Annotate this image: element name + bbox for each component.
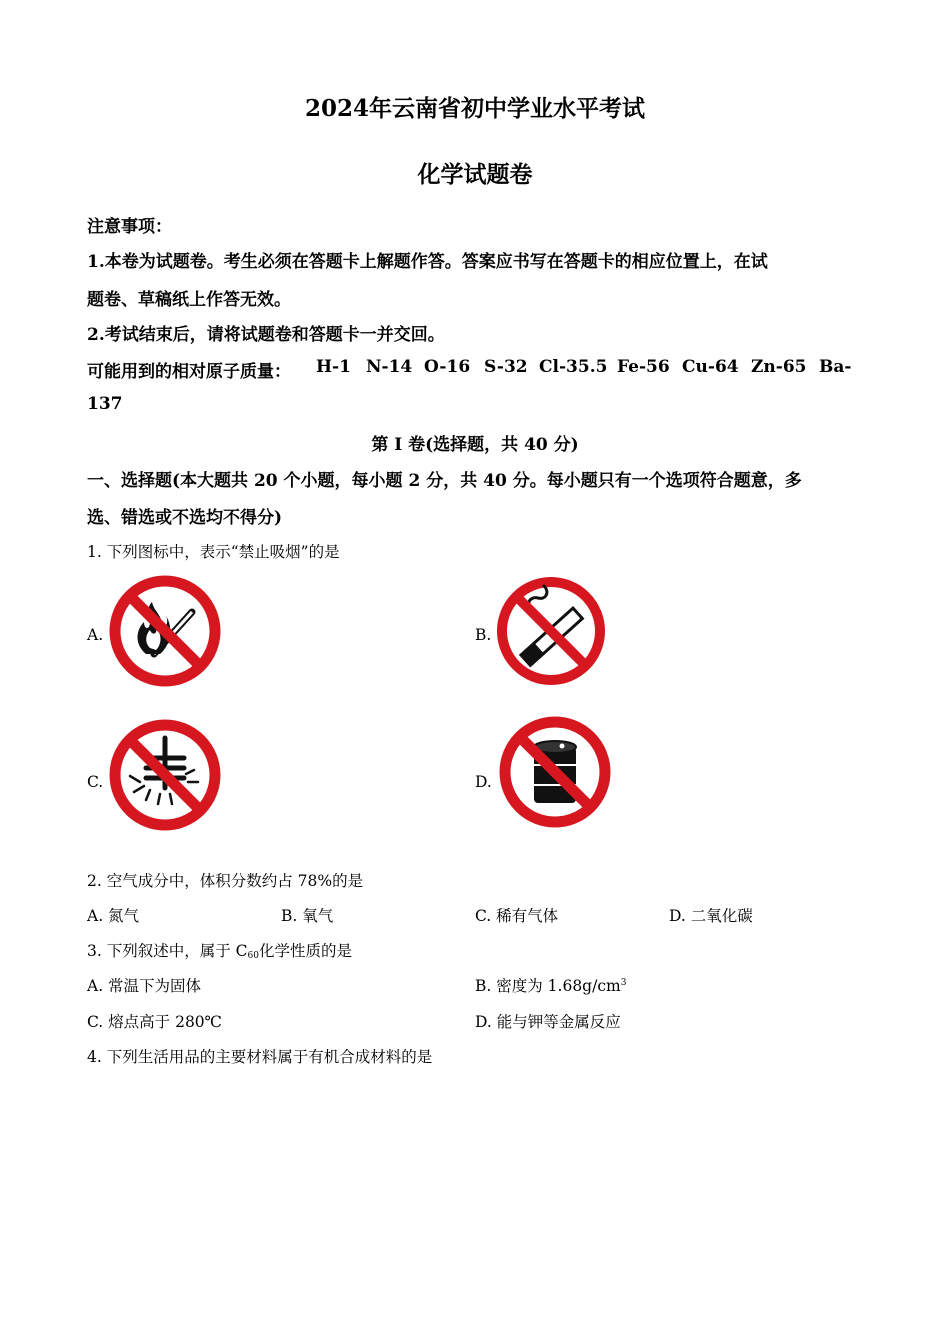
atomic-mass-continued: 137 (87, 394, 123, 414)
q3-option-c: C. 熔点高于 280℃ (87, 1013, 223, 1031)
atomic-masses-label: 可能用到的相对原子质量： (87, 362, 291, 382)
q1-option-d-label: D. (475, 773, 492, 791)
atomic-mass: S-32 (484, 357, 528, 377)
q2-option-c: C. 稀有气体 (475, 907, 559, 925)
q1-option-a-label: A. (87, 626, 104, 644)
question-4-stem: 4. 下列生活用品的主要材料属于有机合成材料的是 (87, 1048, 433, 1066)
no-smoking-icon (494, 574, 608, 688)
q1-option-b-label: B. (475, 626, 492, 644)
q1-option-c-label: C. (87, 773, 104, 791)
atomic-mass: Cu-64 (682, 357, 739, 377)
atomic-mass: H-1 (316, 357, 351, 377)
question-2-stem: 2. 空气成分中，体积分数约占 78%的是 (87, 872, 364, 890)
notes-line1a: 1.本卷为试题卷。考生必须在答题卡上解题作答。答案应书写在答题卡的相应位置上，在试 (87, 252, 768, 272)
notes-line2: 2.考试结束后，请将试题卷和答题卡一并交回。 (87, 325, 445, 345)
atomic-mass: Ba- (819, 357, 852, 377)
volume-title: 第 I 卷(选择题，共 40 分) (371, 435, 579, 455)
no-open-flame-icon (106, 572, 224, 690)
notes-heading: 注意事项： (87, 217, 172, 237)
atomic-mass: Cl-35.5 (539, 357, 608, 377)
no-fireworks-icon (106, 716, 224, 834)
q3-option-d: D. 能与钾等金属反应 (475, 1013, 621, 1031)
page-title: 2024年云南省初中学业水平考试 (304, 95, 645, 122)
q2-option-b: B. 氧气 (281, 907, 334, 925)
q2-option-d: D. 二氧化碳 (669, 907, 753, 925)
page-subtitle: 化学试题卷 (417, 161, 533, 188)
part-instructions-line2: 选、错选或不选均不得分) (87, 508, 283, 528)
atomic-mass: N-14 (366, 357, 413, 377)
question-1-stem: 1. 下列图标中，表示“禁止吸烟”的是 (87, 543, 340, 561)
atomic-mass: Zn-65 (751, 357, 807, 377)
q2-option-a: A. 氮气 (87, 907, 140, 925)
q3-option-b: B. 密度为 $1.68g/cm^3$ (475, 977, 627, 995)
q3-option-a: A. 常温下为固体 (87, 977, 202, 995)
question-3-stem: 3. 下列叙述中，属于 $C_{60}$化学性质的是 (87, 942, 352, 961)
notes-line1b: 题卷、草稿纸上作答无效。 (87, 290, 291, 310)
part-instructions-line1: 一、选择题(本大题共 20 个小题，每小题 2 分，共 40 分。每小题只有一个选项符合题意，多 (87, 471, 802, 491)
no-oil-drum-icon (496, 713, 614, 831)
atomic-mass: O-16 (424, 357, 471, 377)
atomic-mass: Fe-56 (617, 357, 670, 377)
